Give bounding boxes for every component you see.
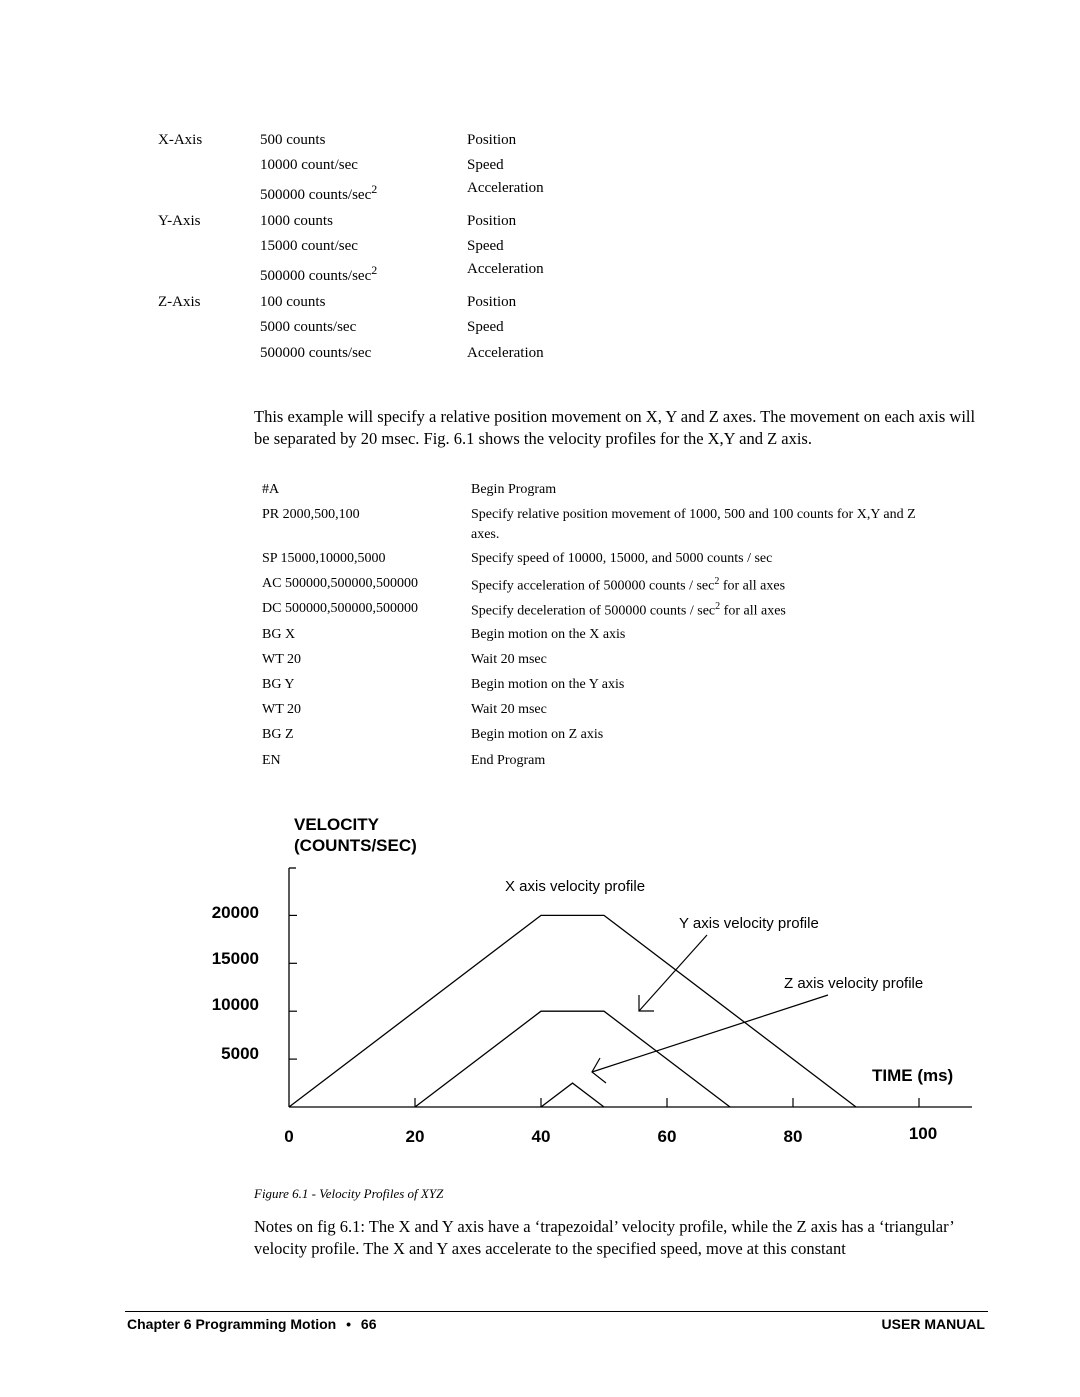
program-description-exponent: 2 [714,576,720,587]
z-profile-pointer-arrow [592,995,828,1072]
footer-bullet: • [346,1316,352,1332]
x-series-label: X axis velocity profile [505,878,646,895]
z-velocity-profile-line [541,1083,604,1107]
program-command: DC 500000,500000,500000 [262,601,418,616]
program-description-text: Specify relative position movement of 1000, 500 and 100 counts for X,Y and Z [471,507,916,522]
z-profile-arrowhead [592,1058,606,1083]
y-profile-pointer-arrow [639,935,707,1011]
program-description-tail: for all axes [720,603,786,619]
axis-description: Acceleration [467,261,544,277]
program-description-text: End Program [471,753,546,768]
axis-value-text: 5000 counts/sec [260,319,357,335]
axis-value-text: 15000 count/sec [260,238,358,254]
axis-description: Position [467,132,517,148]
x-tick-label: 80 [783,1127,803,1146]
footer-page-number: 66 [360,1316,377,1332]
program-command: PR 2000,500,100 [262,507,360,522]
program-description-text: Specify acceleration of 500000 counts / sec [471,578,715,594]
program-description-text: Begin motion on the X axis [471,627,626,642]
axis-description: Acceleration [467,180,544,196]
axis-value-text: 10000 count/sec [260,157,358,173]
axis-description: Position [467,294,517,310]
y-tick-label: 10000 [211,995,259,1014]
axis-value-text: 500000 counts/sec [260,345,372,361]
figure-caption: Figure 6.1 - Velocity Profiles of XYZ [254,1186,444,1201]
chart-ylabel-line2: (COUNTS/SEC) [294,836,417,855]
axis-description: Acceleration [467,345,544,361]
intro-paragraph: This example will specify a relative position movement on X, Y and Z axes. The movement on each axis will be separated by 20 msec. Fig. 6.1 shows the velocity profiles for the X,Y and Z axis. [254,407,976,448]
axis-value-text: 500000 counts/sec [260,187,372,203]
axis-value-text: 100 counts [260,294,326,310]
program-command: BG X [262,627,296,642]
axis-name: Y-Axis [158,213,201,229]
program-description-text: Begin motion on the Y axis [471,677,625,692]
program-description-continued: axes. [471,527,500,542]
program-description-text: Wait 20 msec [471,702,547,717]
axis-value-exponent: 2 [371,263,378,277]
axis-description: Speed [467,157,504,173]
y-velocity-profile-line [415,1011,730,1107]
program-command: WT 20 [262,702,302,717]
axis-description: Speed [467,319,504,335]
x-tick-label: 100 [908,1124,938,1143]
footer-manual-title: USER MANUAL [881,1316,985,1332]
x-tick-label: 60 [657,1127,677,1146]
footer-chapter [127,1316,377,1332]
program-description-text: Wait 20 msec [471,652,547,667]
y-tick-label: 15000 [211,949,259,968]
program-description-text: Begin motion on Z axis [471,727,604,742]
y-series-label: Y axis velocity profile [679,915,819,932]
x-tick-label: 20 [405,1127,425,1146]
program-command: AC 500000,500000,500000 [262,576,418,591]
axis-description: Speed [467,238,504,254]
axis-value-text: 1000 counts [260,213,333,229]
z-series-label: Z axis velocity profile [784,975,924,992]
axis-name: Z-Axis [158,294,201,310]
program-command: SP 15000,10000,5000 [262,551,386,566]
x-tick-label: 40 [531,1127,551,1146]
program-description-exponent: 2 [715,601,721,612]
footer-chapter-title: Chapter 6 Programming Motion [127,1316,337,1332]
program-command: BG Z [262,727,294,742]
axis-name: X-Axis [158,132,203,148]
x-axis-title: TIME (ms) [872,1066,954,1085]
chart-ylabel-line1: VELOCITY [294,815,380,834]
program-command: WT 20 [262,652,302,667]
axis-value-text: 500 counts [260,132,326,148]
program-description-text: Specify deceleration of 500000 counts / sec [471,603,716,619]
notes-paragraph: Notes on fig 6.1: The X and Y axis have a ‘trapezoidal’ velocity profile, while the Z axis has a ‘triangular’ velocity profile. The X and Y axes accelerate to the specified speed, move at this constant [254,1217,954,1258]
y-tick-label: 20000 [211,903,259,922]
program-description-text: Specify speed of 10000, 15000, and 5000 counts / sec [471,551,773,566]
axis-value-text: 500000 counts/sec [260,268,372,284]
program-description-tail: for all axes [719,578,786,594]
program-command: EN [262,753,281,768]
program-description-text: Begin Program [471,482,557,497]
footer-rule [125,1311,988,1312]
axis-value-exponent: 2 [371,182,378,196]
axis-description: Position [467,213,517,229]
x-tick-label: 0 [284,1127,294,1146]
y-tick-label: 5000 [221,1044,259,1063]
program-command: #A [262,482,280,497]
program-command: BG Y [262,677,295,692]
